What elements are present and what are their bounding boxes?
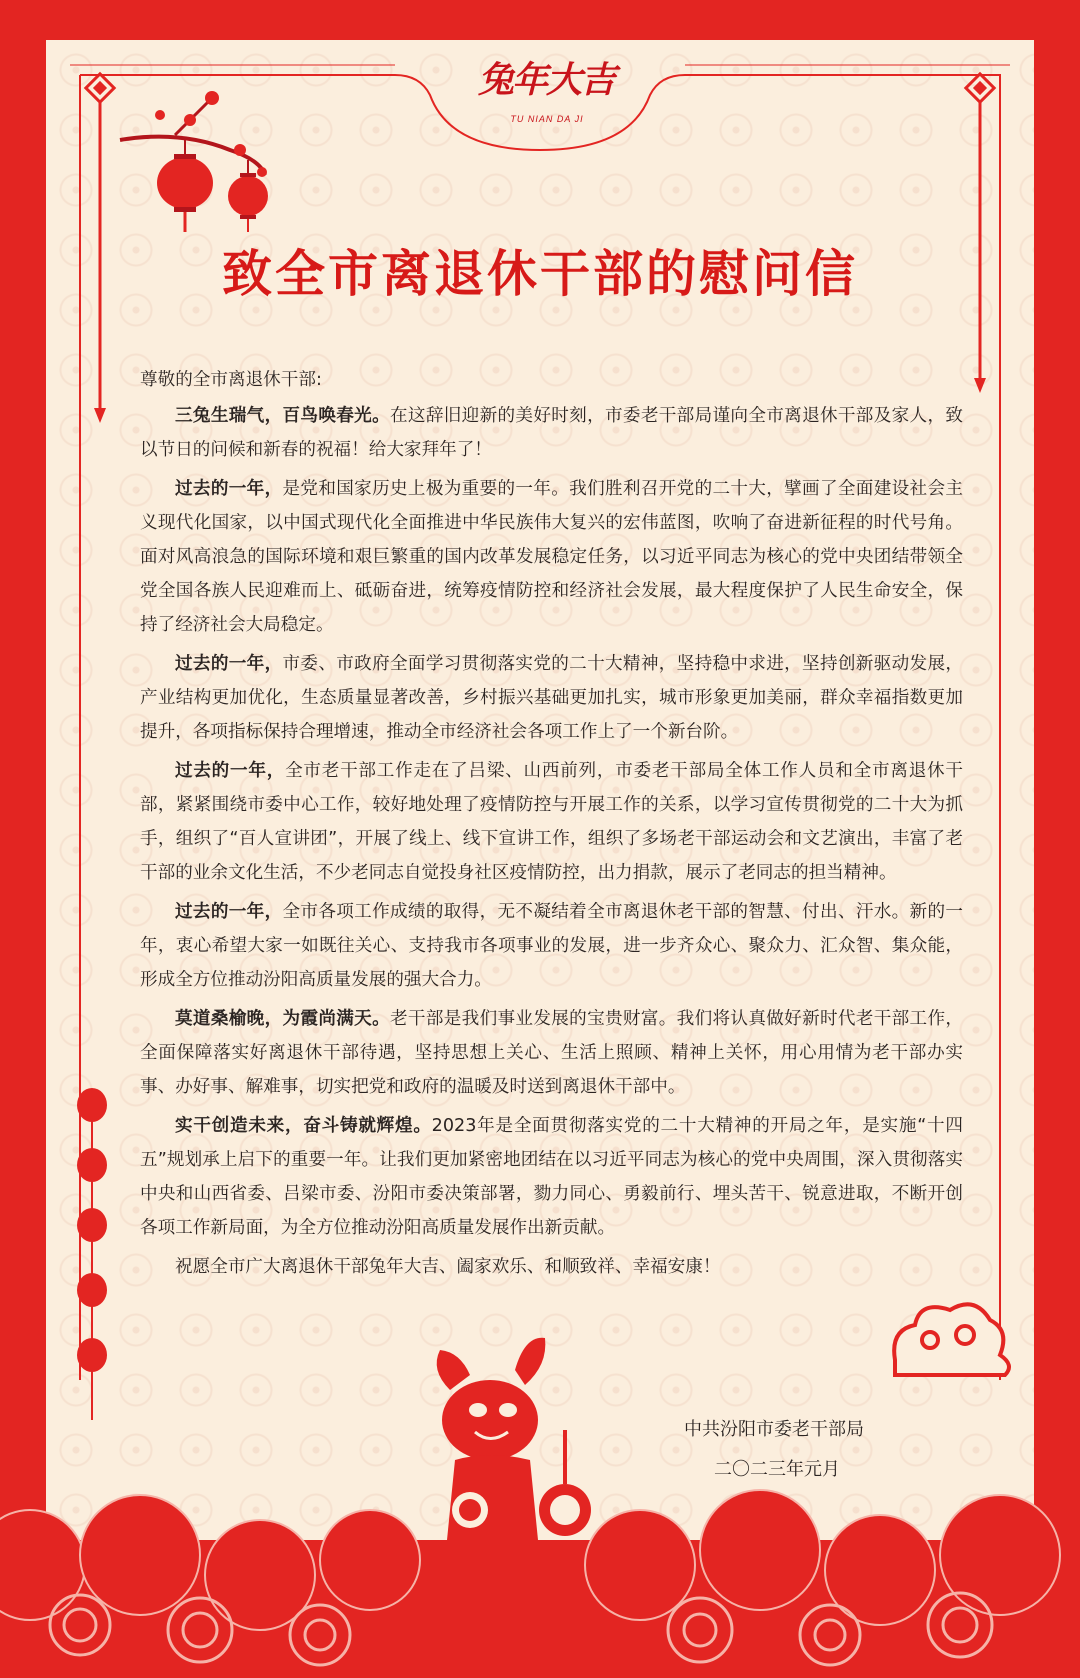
paragraph [140,1109,963,1245]
paragraph [140,754,963,890]
lantern-icon [77,1088,107,1420]
bottom-cloud-band [0,1490,1080,1678]
rabbit-papercut-icon [437,1338,591,1560]
paragraph [140,1250,963,1284]
logo-text: 兔年大吉 [477,59,614,101]
paragraph-lead: 过去的一年， [175,479,283,499]
paragraph-text: 在这辞旧迎新的美好时刻，市委老干部局谨向全市离退休干部及家人，致以节日的问候和新春的祝福！给大家拜年了！ [140,406,963,460]
paragraph-lead: 实干创造未来，奋斗铸就辉煌。 [175,1116,432,1136]
paragraph [140,399,963,467]
paragraph-text: 全市各项工作成绩的取得，无不凝结着全市离退休老干部的智慧、付出、汗水。新的一年，衷心希望大家一如既往关心、支持我市各项事业的发展，进一步齐众心、聚众力、汇众智、集众能，形成全方位推动汾阳高质量发展的强大合力。 [140,902,963,990]
paragraph-lead: 过去的一年， [175,902,283,922]
paragraph [140,895,963,997]
signature-date: 二〇二三年元月 [714,1459,840,1480]
paragraph-text: 全市老干部工作走在了吕梁、山西前列，市委老干部局全体工作人员和全市离退休干部，紧紧围绕市委中心工作，较好地处理了疫情防控与开展工作的关系，以学习宣传贯彻党的二十大为抓手，组织了“百人宣讲团”，开展了线上、线下宣讲工作，组织了多场老干部运动会和文艺演出，丰富了老干部的业余文化生活，不少老同志自觉投身社区疫情防控，出力捐款，展示了老同志的担当精神。 [140,761,963,883]
paragraph-lead: 三兔生瑞气，百鸟唤春光。 [175,406,390,426]
paragraph-text: 是党和国家历史上极为重要的一年。我们胜利召开党的二十大，擘画了全面建设社会主义现代化国家，以中国式现代化全面推进中华民族伟大复兴的宏伟蓝图，吹响了奋进新征程的时代号角。面对风高浪急的国际环境和艰巨繁重的国内改革发展稳定任务，以习近平同志为核心的党中央团结带领全党全国各族人民迎难而上、砥砺奋进，统筹疫情防控和经济社会发展，最大程度保护了人民生命安全，保持了经济社会大局稳定。 [140,479,963,635]
letter-title: 致全市离退休干部的慰问信 [222,244,858,303]
paragraph [140,1002,963,1104]
paragraph-text: 市委、市政府全面学习贯彻落实党的二十大精神，坚持稳中求进，坚持创新驱动发展，产业结构更加优化，生态质量显著改善，乡村振兴基础更加扎实，城市形象更加美丽，群众幸福指数更加提升，各项指标保持合理增速，推动全市经济社会各项工作上了一个新台阶。 [140,654,963,742]
paragraph-lead: 过去的一年， [175,654,283,674]
logo-subtitle: TU NIAN DA JI [510,114,584,124]
paragraph-text: 2023年是全面贯彻落实党的二十大精神的开局之年，是实施“十四五”规划承上启下的重要一年。让我们更加紧密地团结在以习近平同志为核心的党中央周围，深入贯彻落实中央和山西省委、吕梁市委、汾阳市委决策部署，勠力同心、勇毅前行、埋头苦干、锐意进取，不断开创各项工作新局面，为全方位推动汾阳高质量发展作出新贡献。 [140,1116,963,1238]
paragraph-lead: 莫道桑榆晚，为霞尚满天。 [175,1009,390,1029]
signature-block [660,1410,960,1490]
paragraph-text: 祝愿全市广大离退休干部兔年大吉、阖家欢乐、和顺致祥、幸福安康！ [175,1257,721,1277]
paragraph [140,647,963,749]
paragraph [140,472,963,642]
salutation: 尊敬的全市离退休干部: [140,370,322,390]
paragraph-text: 老干部是我们事业发展的宝贵财富。我们将认真做好新时代老干部工作，全面保障落实好离退休干部待遇，坚持思想上关心、生活上照顾、精神上关怀，用心用情为老干部办实事、办好事、解难事，切实把党和政府的温暖及时送到离退休干部中。 [140,1009,963,1097]
auspicious-cloud-icon [894,1304,1009,1375]
lantern-icon [157,140,213,232]
letter-body [140,363,963,1289]
signature-organization: 中共汾阳市委老干部局 [684,1419,864,1440]
paragraph-lead: 过去的一年， [175,761,286,781]
